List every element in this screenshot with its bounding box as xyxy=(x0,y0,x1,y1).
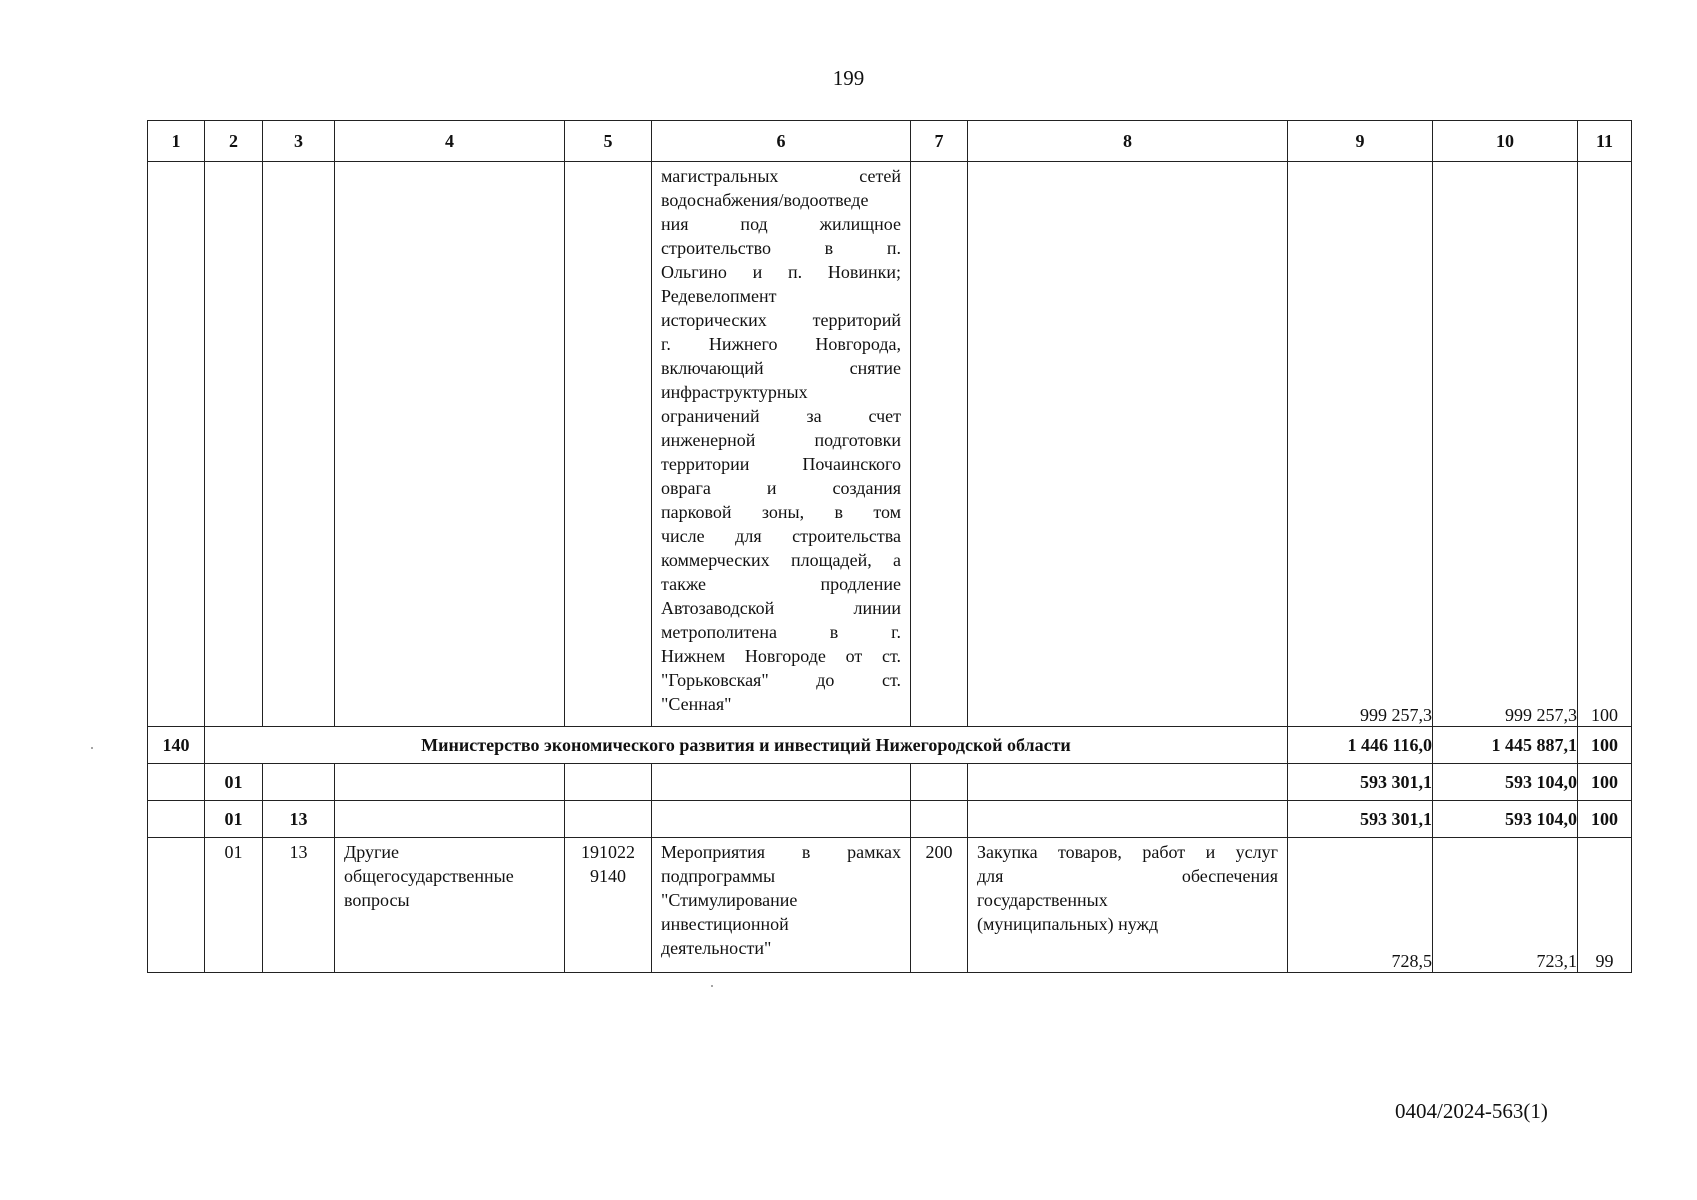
expense-type-code: 200 xyxy=(911,838,968,973)
text-line: ограничений за счет xyxy=(661,406,901,426)
target-code xyxy=(565,838,651,890)
table-row-ministry xyxy=(148,727,1632,764)
amount-plan: 1 446 116,0 xyxy=(1288,727,1433,764)
amount-actual: 593 104,0 xyxy=(1433,801,1578,838)
text-line: исторических территорий xyxy=(661,310,901,330)
text-line: метрополитена в г. xyxy=(661,622,901,642)
percent: 100 xyxy=(1578,801,1632,838)
text-line: "Стимулирование xyxy=(661,890,798,910)
column-number: 3 xyxy=(263,121,335,162)
amount-plan: 593 301,1 xyxy=(1288,764,1433,801)
text-line: территории Почаинского xyxy=(661,454,901,474)
section-code: 01 xyxy=(205,801,263,838)
text-line: г. Нижнего Новгорода, xyxy=(661,334,901,354)
text-line: инвестиционной xyxy=(661,914,789,934)
text-line: коммерческих площадей, а xyxy=(661,550,901,570)
column-number-row xyxy=(148,121,1632,162)
text-line: инфраструктурных xyxy=(661,382,808,402)
ministry-title: Министерство экономического развития и инвестиций Нижегородской области xyxy=(205,727,1288,764)
table-row-continuation xyxy=(148,162,1632,727)
text-line: оврага и создания xyxy=(661,478,901,498)
amount-actual: 1 445 887,1 xyxy=(1433,727,1578,764)
column-number: 2 xyxy=(205,121,263,162)
text-line: парковой зоны, в том xyxy=(661,502,901,522)
ministry-code: 140 xyxy=(148,727,205,764)
column-number: 11 xyxy=(1578,121,1632,162)
text-line: "Сенная" xyxy=(661,694,732,714)
amount-plan: 593 301,1 xyxy=(1288,801,1433,838)
section-code: 01 xyxy=(205,764,263,801)
amount-plan: 728,5 xyxy=(1288,838,1433,973)
amount-actual: 593 104,0 xyxy=(1433,764,1578,801)
page-number: 199 xyxy=(832,66,865,90)
description-cell xyxy=(652,162,911,727)
subsection-code: 13 xyxy=(263,838,335,973)
document-id: 0404/2024-563(1) xyxy=(1395,1099,1548,1123)
description-text xyxy=(652,162,910,718)
subsection-code: 13 xyxy=(263,801,335,838)
amount-actual: 723,1 xyxy=(1433,838,1578,973)
text-line: государственных xyxy=(977,890,1108,910)
column-number: 10 xyxy=(1433,121,1578,162)
text-line: Мероприятия в рамках xyxy=(661,842,901,862)
expense-type-name xyxy=(968,838,1287,938)
scan-speck xyxy=(91,747,93,749)
text-line: деятельности" xyxy=(661,938,772,958)
text-line: 9140 xyxy=(590,866,626,886)
percent: 100 xyxy=(1578,727,1632,764)
column-number: 6 xyxy=(652,121,911,162)
percent: 100 xyxy=(1578,162,1632,727)
text-line: (муниципальных) нужд xyxy=(977,914,1159,934)
text-line: магистральных сетей xyxy=(661,166,901,186)
percent: 99 xyxy=(1578,838,1632,973)
target-code-cell xyxy=(565,838,652,973)
text-line: Редевелопмент xyxy=(661,286,777,306)
table-row-section xyxy=(148,764,1632,801)
text-line: общегосударственные xyxy=(344,866,514,886)
amount-actual: 999 257,3 xyxy=(1433,162,1578,727)
text-line: "Горьковская" до ст. xyxy=(661,670,901,690)
section-code: 01 xyxy=(205,838,263,973)
column-number: 4 xyxy=(335,121,565,162)
text-line: ния под жилищное xyxy=(661,214,901,234)
text-line: Ольгино и п. Новинки; xyxy=(661,262,901,282)
table-row-detail xyxy=(148,838,1632,973)
column-number: 7 xyxy=(911,121,968,162)
activity-name xyxy=(652,838,910,962)
scan-speck xyxy=(711,985,713,987)
column-number: 9 xyxy=(1288,121,1433,162)
budget-table xyxy=(147,120,1632,973)
expense-type-cell xyxy=(968,838,1288,973)
text-line: водоснабжения/водоотведе xyxy=(661,190,869,210)
text-line: вопросы xyxy=(344,890,410,910)
percent: 100 xyxy=(1578,764,1632,801)
section-name-cell xyxy=(335,838,565,973)
text-line: Другие xyxy=(344,842,400,862)
text-line: подпрограммы xyxy=(661,866,776,886)
text-line: 191022 xyxy=(581,842,635,862)
text-line: Закупка товаров, работ и услуг xyxy=(977,842,1278,862)
activity-cell xyxy=(652,838,911,973)
text-line: Нижнем Новгороде от ст. xyxy=(661,646,901,666)
text-line: Автозаводской линии xyxy=(661,598,901,618)
text-line: также продление xyxy=(661,574,901,594)
text-line: числе для строительства xyxy=(661,526,901,546)
column-number: 5 xyxy=(565,121,652,162)
text-line: включающий снятие xyxy=(661,358,901,378)
text-line: для обеспечения xyxy=(977,866,1278,886)
column-number: 8 xyxy=(968,121,1288,162)
section-name xyxy=(335,838,564,914)
table-row-subsection xyxy=(148,801,1632,838)
column-number: 1 xyxy=(148,121,205,162)
text-line: строительство в п. xyxy=(661,238,901,258)
amount-plan: 999 257,3 xyxy=(1288,162,1433,727)
text-line: инженерной подготовки xyxy=(661,430,901,450)
